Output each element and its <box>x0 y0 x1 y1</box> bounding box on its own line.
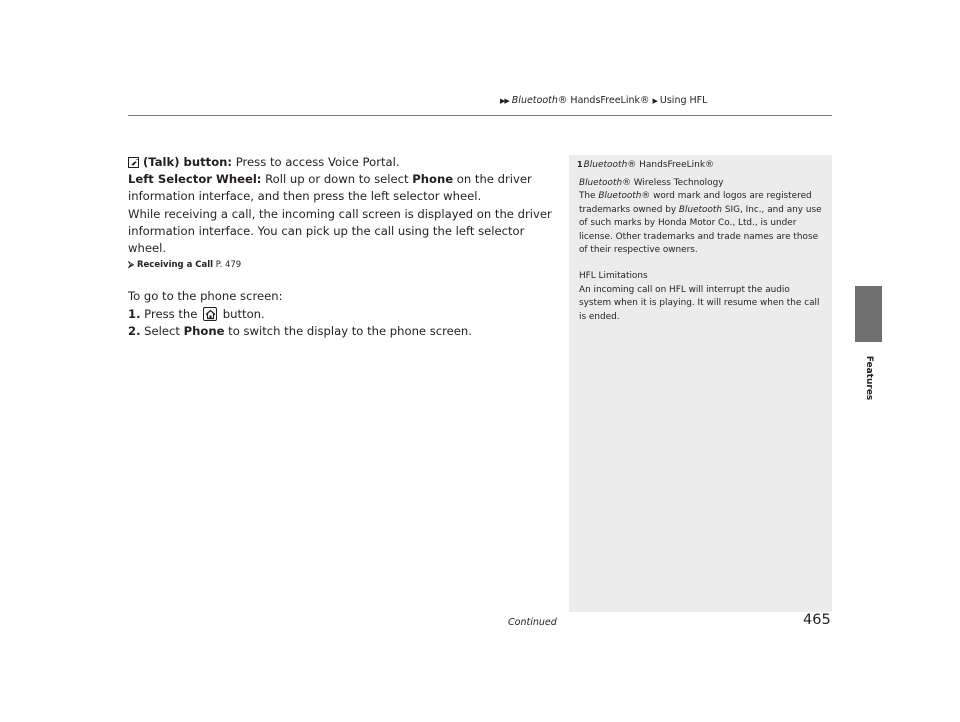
continued-label: Continued <box>508 617 557 628</box>
notes-header: 1Bluetooth® HandsFreeLink® <box>577 160 715 170</box>
note-marker-icon: 1 <box>577 160 583 169</box>
notes-body <box>577 177 824 324</box>
page-number: 465 <box>803 612 831 628</box>
section-tab <box>855 286 882 342</box>
breadcrumb-bluetooth: Bluetooth <box>511 95 558 106</box>
notes-sidebar <box>569 155 832 612</box>
talk-button-paragraph: (Talk) button: Press to access Voice Portal. <box>128 154 558 171</box>
selector-wheel-label: Left Selector Wheel: <box>128 172 262 187</box>
trademark-notice: The Bluetooth® word mark and logos are registered trademarks owned by Bluetooth SIG, Inc., and any use of such marks by Honda Motor Co., Ltd., is under license. Other trademarks and trade names are those of their respective owners. <box>579 191 822 256</box>
hfl-limitations-text: An incoming call on HFL will interrupt the audio system when it is playing. It will resume when the call is ended. <box>579 284 820 322</box>
cross-reference-link[interactable]: ⮚ Receiving a Call P. 479 <box>128 257 558 274</box>
wireless-technology-title: Bluetooth® Wireless Technology <box>579 178 724 188</box>
talk-button-label: (Talk) button: <box>143 155 233 169</box>
step-1: 1. Press the button. <box>128 306 265 321</box>
breadcrumb-arrow-icon: ▶▶ <box>500 97 509 105</box>
selector-wheel-paragraph: Left Selector Wheel: Roll up or down to select Phone on the driver information interface, and then press the left selector wheel. <box>128 172 532 204</box>
hfl-limitations-title: HFL Limitations <box>579 271 648 282</box>
receiving-paragraph: While receiving a call, the incoming call screen is displayed on the driver information interface. You can pick up the call using the left selector wheel. <box>128 206 552 256</box>
main-content <box>128 154 558 340</box>
section-tab-label: Features <box>864 355 874 401</box>
home-button-icon <box>203 307 217 321</box>
breadcrumb-using-hfl: Using HFL <box>659 95 708 106</box>
breadcrumb-arrow-icon: ▶ <box>652 97 657 105</box>
header-divider <box>128 115 832 116</box>
phone-screen-intro: To go to the phone screen: <box>128 289 283 304</box>
breadcrumb-hfl: ® HandsFreeLink® <box>557 95 650 106</box>
breadcrumb <box>500 95 707 106</box>
talk-button-icon <box>128 157 139 168</box>
step-2: 2. Select Phone to switch the display to the phone screen. <box>128 323 472 338</box>
reference-arrow-icon: ⮚ <box>128 260 135 271</box>
